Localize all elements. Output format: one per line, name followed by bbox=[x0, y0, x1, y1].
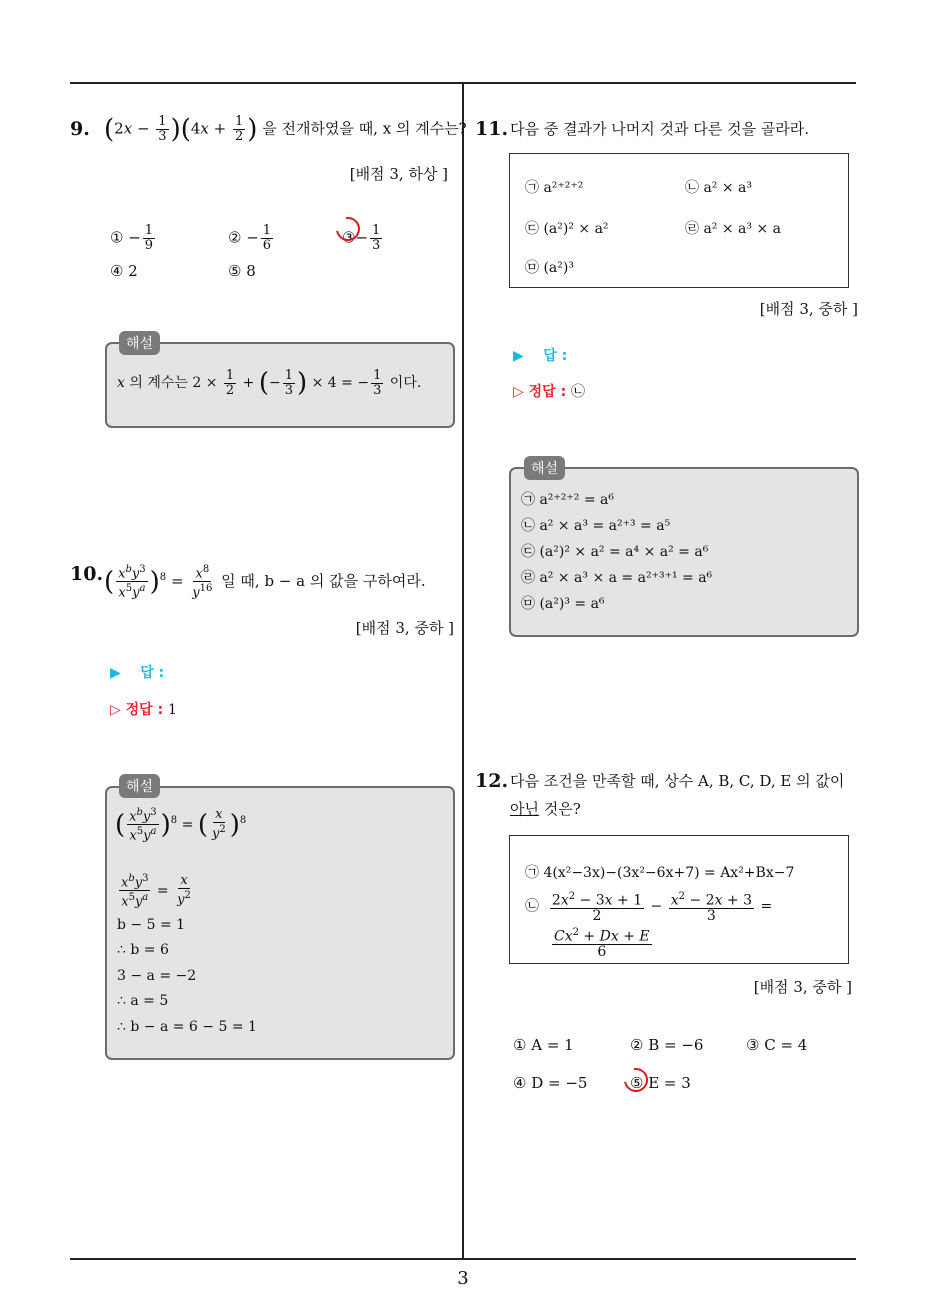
q11-item-3[interactable]: ㉢ (a²)² × a² bbox=[525, 221, 609, 237]
q12-option-1[interactable]: ① A = 1 bbox=[513, 1036, 574, 1054]
q10-question: ( $\frac{x^by^3}{x^5y^a}$ )$^8$ = $\frac{x^8}{y^{16}}$ 일 때, b − a 의 값을 구하여라. bbox=[104, 564, 426, 601]
q10-solution-eq2: $\frac{x^by^3}{x^5y^a}$ = $\frac{x}{y^2}$ bbox=[121, 873, 191, 910]
q9-question: (2x − $\frac{1}{3}$ )(4x + $\frac{1}{2}$ ) 을 전개하였을 때, x 의 계수는? bbox=[104, 114, 467, 145]
q12-score: [배점 3, 중하 ] bbox=[753, 978, 852, 996]
q10-question-text: 일 때, b − a 의 값을 구하여라. bbox=[221, 571, 426, 590]
page-number: 3 bbox=[457, 1268, 469, 1289]
q10-solution-line-5: ∴ b − a = 6 − 5 = 1 bbox=[117, 1019, 257, 1035]
q12-number: 12. bbox=[475, 770, 509, 792]
q10-score: [배점 3, 중하 ] bbox=[355, 619, 454, 637]
q9-option-4[interactable]: ④ 2 bbox=[110, 262, 138, 280]
q11-solution-line-4: ㉣ a² × a³ × a = a²⁺³⁺¹ = a⁶ bbox=[521, 570, 713, 586]
q12-option-5[interactable]: ⑤ E = 3 bbox=[630, 1074, 691, 1092]
q11-correct: ▷ 정답 : ㉡ bbox=[513, 384, 586, 400]
q10-correct: ▷ 정답 : 1 bbox=[110, 702, 177, 718]
q11-item-2[interactable]: ㉡ a² × a³ bbox=[685, 180, 752, 196]
q9-solution-text: x 의 계수는 2 × $\frac{1}{2}$ + (− $\frac{1}{3}$ ) × 4 = − $\frac{1}{3}$ 이다. bbox=[117, 367, 422, 398]
q12-question-line2: 아닌 것은? bbox=[510, 800, 581, 818]
q11-question: 다음 중 결과가 나머지 것과 다른 것을 골라라. bbox=[510, 120, 809, 138]
q11-item-4[interactable]: ㉣ a² × a³ × a bbox=[685, 221, 781, 237]
q10-number: 10. bbox=[70, 563, 104, 585]
q10-solution-tag: 해설 bbox=[119, 774, 160, 798]
q9-solution-tag: 해설 bbox=[119, 331, 160, 355]
q10-solution-line-1: b − 5 = 1 bbox=[117, 917, 186, 933]
q11-solution-line-5: ㉤ (a²)³ = a⁶ bbox=[521, 596, 605, 612]
q12-underlined-word: 아닌 bbox=[510, 800, 539, 818]
q10-solution-eq1: ( $\frac{x^by^3}{x^5y^a}$ )$^8$ = ( $\frac{x}{y^2}$ )$^8$ bbox=[115, 807, 247, 844]
q9-number: 9. bbox=[70, 118, 90, 140]
q12-condition-2-rhs: $\frac{Cx^2 + Dx + E}{6}$ bbox=[554, 927, 650, 960]
q12-condition-1: ㉠ 4(x²−3x)−(3x²−6x+7) = Ax²+Bx−7 bbox=[525, 865, 795, 881]
q9-option-5[interactable]: ⑤ 8 bbox=[228, 262, 256, 280]
q11-score: [배점 3, 중하 ] bbox=[759, 300, 858, 318]
q12-condition-2: ㉡ $\frac{2x^2 - 3x + 1}{2}$ − $\frac{x^2 - 2x + 3}{3}$ = bbox=[525, 891, 773, 924]
q11-solution-tag: 해설 bbox=[524, 456, 565, 480]
q11-solution-line-2: ㉡ a² × a³ = a²⁺³ = a⁵ bbox=[521, 518, 671, 534]
q9-option-3[interactable]: ③− $\frac{1}{3}$ bbox=[342, 223, 381, 253]
q9-score: [배점 3, 하상 ] bbox=[349, 165, 448, 183]
q10-solution-line-2: ∴ b = 6 bbox=[117, 942, 169, 958]
q10-answer-label: ▶ 답 : bbox=[110, 665, 165, 681]
q9-question-text: 을 전개하였을 때, x 의 계수는? bbox=[262, 119, 467, 138]
q11-number: 11. bbox=[475, 118, 509, 140]
q9-option-2[interactable]: ② − $\frac{1}{6}$ bbox=[228, 223, 272, 253]
q12-option-4[interactable]: ④ D = −5 bbox=[513, 1074, 588, 1092]
q12-option-3[interactable]: ③ C = 4 bbox=[746, 1036, 808, 1054]
q11-solution-line-1: ㉠ a²⁺²⁺² = a⁶ bbox=[521, 492, 615, 508]
q10-solution-line-3: 3 − a = −2 bbox=[117, 968, 197, 984]
q11-item-5[interactable]: ㉤ (a²)³ bbox=[525, 260, 574, 276]
q12-question-line1: 다음 조건을 만족할 때, 상수 A, B, C, D, E 의 값이 bbox=[510, 772, 845, 790]
q11-solution-line-3: ㉢ (a²)² × a² = a⁴ × a² = a⁶ bbox=[521, 544, 709, 560]
q11-item-1[interactable]: ㉠ a²⁺²⁺² bbox=[525, 180, 584, 196]
column-divider bbox=[462, 83, 464, 1259]
q11-answer-label: ▶ 답 : bbox=[513, 348, 568, 364]
q12-option-2[interactable]: ② B = −6 bbox=[630, 1036, 704, 1054]
q9-option-1[interactable]: ① − $\frac{1}{9}$ bbox=[110, 223, 154, 253]
bottom-rule bbox=[70, 1258, 856, 1260]
q10-solution-line-4: ∴ a = 5 bbox=[117, 993, 169, 1009]
